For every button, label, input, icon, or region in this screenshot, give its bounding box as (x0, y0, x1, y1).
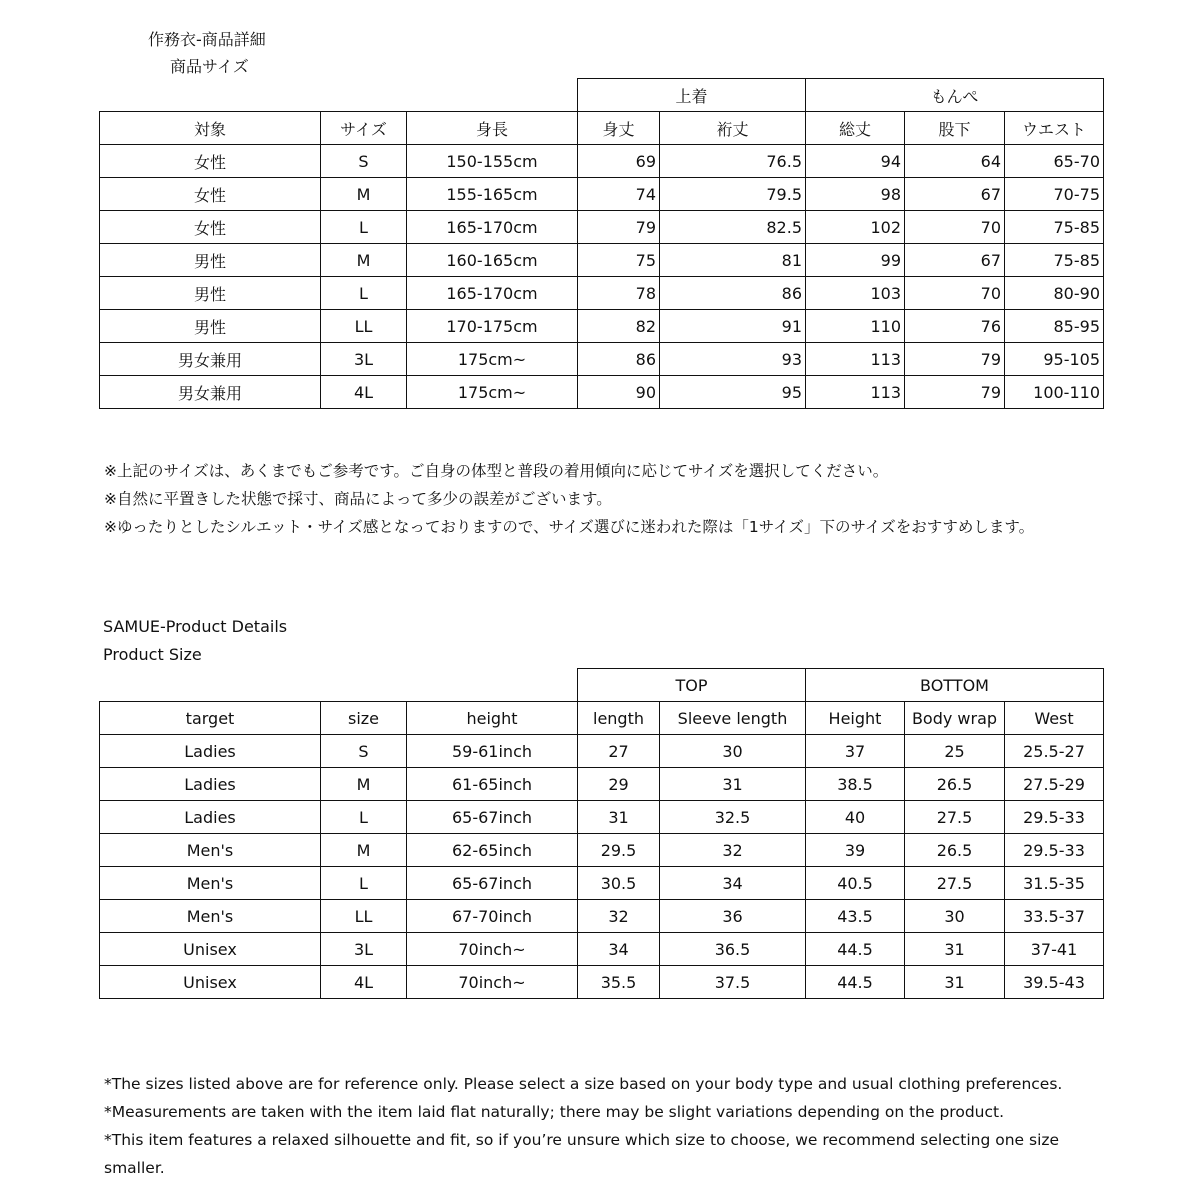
table-cell: 27 (578, 735, 660, 768)
table-cell: 70 (905, 277, 1005, 310)
table-cell: 113 (806, 343, 905, 376)
table-cell: Ladies (100, 735, 321, 768)
table-row (100, 834, 1104, 867)
table-cell: 32.5 (660, 801, 806, 834)
table-cell: L (321, 867, 407, 900)
table-cell: 37.5 (660, 966, 806, 999)
table-cell: 31 (660, 768, 806, 801)
table-row (100, 310, 1104, 343)
jp-note-1: ※上記のサイズは、あくまでもご参考です。ご自身の体型と普段の着用傾向に応じてサイズを選択してください。 (104, 462, 889, 480)
table-cell: LL (321, 900, 407, 933)
table-cell: 103 (806, 277, 905, 310)
table-cell: Men's (100, 867, 321, 900)
jp-column-header: 裄丈 (660, 112, 806, 145)
table-cell: 31 (905, 933, 1005, 966)
table-cell: 93 (660, 343, 806, 376)
en-column-header: Sleeve length (660, 702, 806, 735)
table-cell: 79.5 (660, 178, 806, 211)
jp-notes (104, 457, 1104, 541)
jp-column-header: 身長 (407, 112, 578, 145)
table-cell: 男性 (100, 244, 321, 277)
table-cell: 113 (806, 376, 905, 409)
table-cell: 32 (660, 834, 806, 867)
table-cell: 44.5 (806, 933, 905, 966)
table-cell: 86 (660, 277, 806, 310)
table-cell: 女性 (100, 145, 321, 178)
table-cell: 29.5-33 (1005, 801, 1104, 834)
table-cell: 29.5 (578, 834, 660, 867)
table-row (100, 867, 1104, 900)
table-cell: 40 (806, 801, 905, 834)
table-cell: 29.5-33 (1005, 834, 1104, 867)
en-group-bottom: BOTTOM (806, 669, 1104, 702)
table-cell: 3L (321, 933, 407, 966)
table-cell: 78 (578, 277, 660, 310)
table-cell: 33.5-37 (1005, 900, 1104, 933)
table-cell: 160-165cm (407, 244, 578, 277)
table-cell: 91 (660, 310, 806, 343)
en-group-top: TOP (578, 669, 806, 702)
table-cell: 150-155cm (407, 145, 578, 178)
en-column-header: size (321, 702, 407, 735)
table-cell: 170-175cm (407, 310, 578, 343)
table-cell: 79 (578, 211, 660, 244)
table-cell: Men's (100, 900, 321, 933)
table-cell: 男女兼用 (100, 376, 321, 409)
table-cell: 31 (905, 966, 1005, 999)
table-cell: 32 (578, 900, 660, 933)
table-cell: 30 (660, 735, 806, 768)
table-cell: 69 (578, 145, 660, 178)
en-size-table (99, 668, 1104, 999)
table-cell: 39.5-43 (1005, 966, 1104, 999)
table-cell: 70 (905, 211, 1005, 244)
table-cell: 99 (806, 244, 905, 277)
table-row (100, 211, 1104, 244)
table-cell: 26.5 (905, 834, 1005, 867)
table-cell: 37-41 (1005, 933, 1104, 966)
en-column-header: height (407, 702, 578, 735)
table-cell: 35.5 (578, 966, 660, 999)
table-cell: 175cm~ (407, 376, 578, 409)
table-row (100, 768, 1104, 801)
table-cell: Unisex (100, 966, 321, 999)
table-cell: 70inch~ (407, 933, 578, 966)
table-cell: 34 (578, 933, 660, 966)
jp-column-header: 総丈 (806, 112, 905, 145)
table-cell: 155-165cm (407, 178, 578, 211)
jp-column-header: ウエスト (1005, 112, 1104, 145)
table-cell: 82.5 (660, 211, 806, 244)
table-cell: 64 (905, 145, 1005, 178)
table-cell: 36 (660, 900, 806, 933)
en-title: SAMUE-Product Details (103, 617, 288, 636)
table-cell: 25 (905, 735, 1005, 768)
jp-note-2: ※自然に平置きした状態で採寸、商品によって多少の誤差がございます。 (104, 490, 612, 508)
table-cell: 94 (806, 145, 905, 178)
table-cell: 62-65inch (407, 834, 578, 867)
table-cell: 30 (905, 900, 1005, 933)
table-cell: 102 (806, 211, 905, 244)
table-cell: 90 (578, 376, 660, 409)
table-cell: S (321, 735, 407, 768)
en-column-header: Body wrap (905, 702, 1005, 735)
table-row (100, 244, 1104, 277)
table-cell: 79 (905, 343, 1005, 376)
table-cell: 70inch~ (407, 966, 578, 999)
jp-group-top: 上着 (578, 79, 806, 112)
table-cell: 女性 (100, 178, 321, 211)
jp-column-header: 対象 (100, 112, 321, 145)
table-row (100, 900, 1104, 933)
table-cell: Unisex (100, 933, 321, 966)
table-cell: 女性 (100, 211, 321, 244)
table-cell: 65-70 (1005, 145, 1104, 178)
table-cell: 31 (578, 801, 660, 834)
table-cell: 81 (660, 244, 806, 277)
table-cell: 36.5 (660, 933, 806, 966)
en-column-header: Height (806, 702, 905, 735)
jp-column-header: サイズ (321, 112, 407, 145)
table-cell: 175cm~ (407, 343, 578, 376)
en-note-1: *The sizes listed above are for reference only. Please select a size based on your body type and usual clothing preferences. (104, 1075, 1063, 1093)
table-row (100, 376, 1104, 409)
table-cell: 43.5 (806, 900, 905, 933)
table-cell: 38.5 (806, 768, 905, 801)
table-cell: Ladies (100, 768, 321, 801)
jp-column-header: 身丈 (578, 112, 660, 145)
table-cell: 100-110 (1005, 376, 1104, 409)
table-cell: 男性 (100, 310, 321, 343)
table-cell: L (321, 801, 407, 834)
table-cell: 44.5 (806, 966, 905, 999)
table-cell: L (321, 211, 407, 244)
table-cell: 74 (578, 178, 660, 211)
table-cell: Ladies (100, 801, 321, 834)
table-cell: 27.5 (905, 801, 1005, 834)
table-cell: 95 (660, 376, 806, 409)
table-cell: M (321, 834, 407, 867)
table-cell: 27.5-29 (1005, 768, 1104, 801)
table-cell: S (321, 145, 407, 178)
en-note-3: *This item features a relaxed silhouette and fit, so if you’re unsure which size to choose, we recommend selecting one size smaller. (104, 1131, 1060, 1177)
table-cell: 26.5 (905, 768, 1005, 801)
table-cell: 76 (905, 310, 1005, 343)
table-cell: 30.5 (578, 867, 660, 900)
table-cell: 80-90 (1005, 277, 1104, 310)
table-cell: 67 (905, 244, 1005, 277)
en-column-header: target (100, 702, 321, 735)
jp-subtitle: 商品サイズ (170, 57, 249, 76)
table-cell: 37 (806, 735, 905, 768)
table-cell: 76.5 (660, 145, 806, 178)
jp-note-3: ※ゆったりとしたシルエット・サイズ感となっておりますので、サイズ選びに迷われた際は「1サイズ」下のサイズをおすすめします。 (104, 518, 1035, 536)
table-row (100, 966, 1104, 999)
table-cell: 165-170cm (407, 211, 578, 244)
table-row (100, 933, 1104, 966)
table-cell: 31.5-35 (1005, 867, 1104, 900)
table-cell: 61-65inch (407, 768, 578, 801)
jp-group-bottom: もんぺ (806, 79, 1104, 112)
en-header-row (100, 702, 1104, 735)
table-cell: 27.5 (905, 867, 1005, 900)
table-cell: 95-105 (1005, 343, 1104, 376)
table-cell: 65-67inch (407, 867, 578, 900)
jp-size-table (99, 78, 1104, 409)
en-subtitle: Product Size (103, 645, 202, 664)
en-notes (104, 1070, 1104, 1182)
table-cell: 75-85 (1005, 244, 1104, 277)
table-cell: M (321, 178, 407, 211)
table-row (100, 277, 1104, 310)
table-cell: 25.5-27 (1005, 735, 1104, 768)
table-cell: Men's (100, 834, 321, 867)
table-cell: 67-70inch (407, 900, 578, 933)
table-cell: 110 (806, 310, 905, 343)
table-cell: 3L (321, 343, 407, 376)
table-cell: M (321, 768, 407, 801)
table-cell: 98 (806, 178, 905, 211)
jp-column-header: 股下 (905, 112, 1005, 145)
en-column-header: West (1005, 702, 1104, 735)
table-cell: 67 (905, 178, 1005, 211)
jp-title: 作務衣-商品詳細 (148, 30, 266, 49)
table-cell: 男性 (100, 277, 321, 310)
table-row (100, 735, 1104, 768)
table-cell: 59-61inch (407, 735, 578, 768)
table-cell: 39 (806, 834, 905, 867)
table-cell: 165-170cm (407, 277, 578, 310)
table-cell: 79 (905, 376, 1005, 409)
table-cell: 70-75 (1005, 178, 1104, 211)
table-row (100, 145, 1104, 178)
table-row (100, 801, 1104, 834)
table-cell: L (321, 277, 407, 310)
table-cell: 85-95 (1005, 310, 1104, 343)
table-cell: 75-85 (1005, 211, 1104, 244)
table-cell: 82 (578, 310, 660, 343)
table-cell: 4L (321, 966, 407, 999)
table-cell: 86 (578, 343, 660, 376)
table-cell: 40.5 (806, 867, 905, 900)
en-note-2: *Measurements are taken with the item laid flat naturally; there may be slight variations depending on the product. (104, 1103, 1005, 1121)
table-cell: 75 (578, 244, 660, 277)
en-column-header: length (578, 702, 660, 735)
table-cell: LL (321, 310, 407, 343)
table-cell: 34 (660, 867, 806, 900)
table-row (100, 343, 1104, 376)
jp-header-row (100, 112, 1104, 145)
table-cell: 65-67inch (407, 801, 578, 834)
table-row (100, 178, 1104, 211)
table-cell: 男女兼用 (100, 343, 321, 376)
table-cell: M (321, 244, 407, 277)
table-cell: 29 (578, 768, 660, 801)
table-cell: 4L (321, 376, 407, 409)
